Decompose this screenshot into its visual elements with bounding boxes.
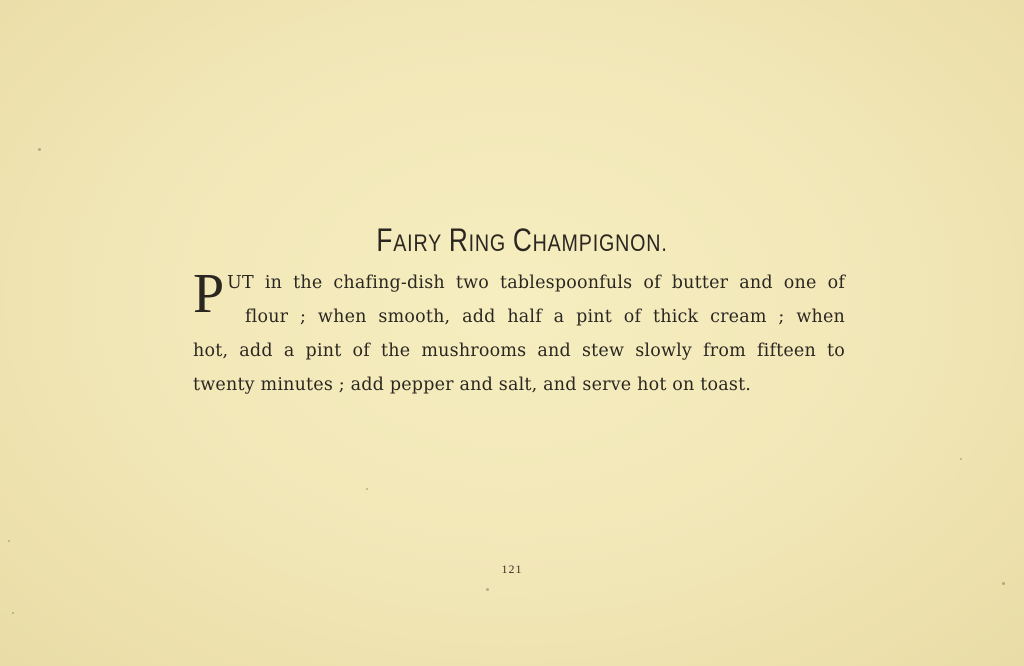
paper-speck (366, 488, 368, 490)
paper-speck (8, 540, 10, 542)
title-rest-3: HAMPIGNON. (532, 230, 668, 257)
paper-speck (486, 588, 489, 591)
title-rest-1: AIRY (393, 230, 443, 257)
paper-speck (12, 612, 14, 614)
paper-speck (1002, 582, 1005, 585)
paper-speck (960, 458, 962, 460)
paragraph-line: flour ; when smooth, add half a pint of thick cream ; when (245, 307, 845, 327)
paragraph-line: UT in the chafing-dish two tablespoonfuls of butter and one of (227, 273, 845, 293)
title-initial-2: R (448, 222, 469, 258)
title-rest-2: ING (468, 230, 507, 257)
drop-cap: P (193, 263, 225, 325)
page-number: 121 (501, 562, 523, 576)
paper-speck (38, 148, 41, 151)
paragraph-line: twenty minutes ; add pepper and salt, and serve hot on toast. (193, 375, 752, 395)
title-initial-1: F (376, 222, 394, 258)
recipe-paragraph (193, 263, 845, 402)
page-title (94, 222, 950, 259)
title-initial-3: C (512, 222, 533, 258)
paragraph-line: hot, add a pint of the mushrooms and stew slowly from fifteen to (193, 341, 845, 361)
